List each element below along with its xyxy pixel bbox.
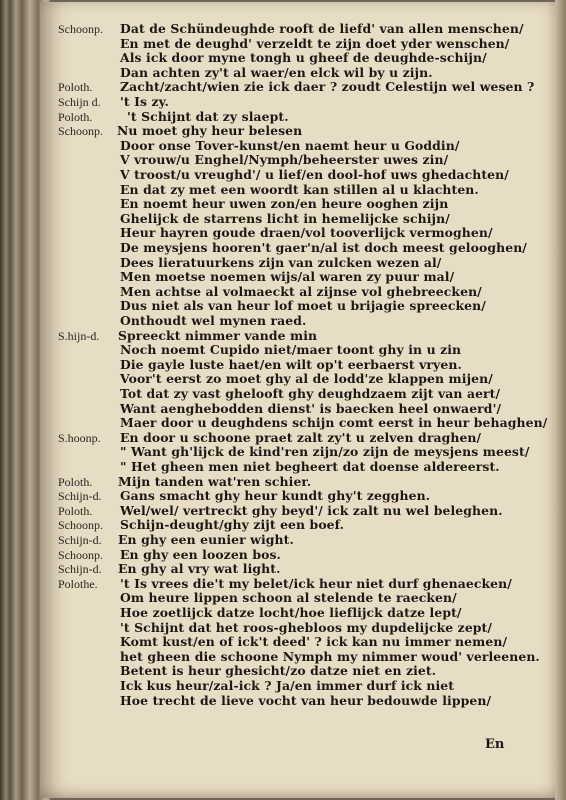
verse-line: Die gayle luste haet/en wilt op't eerbaerst vryen. xyxy=(120,356,462,372)
verse-line: " Want gh'lijck de kind'ren zijn/zo zijn de meysjens meest/ xyxy=(120,444,530,460)
verse-line: Mijn tanden wat'ren schier. xyxy=(118,473,312,489)
verse-line: 't Is vrees die't my belet/ick heur niet durf ghenaecken/ xyxy=(120,575,512,591)
speaker-label: Schijn-d. xyxy=(58,562,102,577)
verse-line: Gans smacht ghy heur kundt ghy't zegghen. xyxy=(120,488,431,504)
verse-line: Maer door u deughdens schijn comt eerst in heur behaghen/ xyxy=(120,415,548,431)
speaker-label: Schijn d. xyxy=(58,95,101,109)
verse-line: En ghy een loozen bos. xyxy=(120,546,281,562)
speaker-label: Schoonp. xyxy=(58,518,103,533)
speaker-label: Schijn-d. xyxy=(58,489,102,504)
speaker-label: Schoonp. xyxy=(58,124,103,139)
verse-line: Want aenghebodden dienst' is baecken heel onwaerd'/ xyxy=(120,400,502,416)
verse-line: 't Schijnt dat het roos-ghebloos my dupdelijcke zept/ xyxy=(120,619,493,635)
verse-line: En ghy al vry wat light. xyxy=(118,561,281,577)
verse-line: Betent is heur ghesicht/zo datze niet en ziet. xyxy=(120,663,437,679)
verse-line: Als ick door myne tongh u gheef de deughde-schijn/ xyxy=(120,50,487,66)
verse-line: En dat zy met een woordt kan stillen al u klachten. xyxy=(120,181,479,197)
verse-line: het gheen die schoone Nymph my nimmer woud' verleenen. xyxy=(120,648,540,664)
verse-line: Dus niet als van heur lof moet u brijagie spreecken/ xyxy=(120,298,486,314)
speaker-label: Schoonp. xyxy=(58,22,103,36)
verse-line: Hoe trecht de lieve vocht van heur bedouwde lippen/ xyxy=(120,692,492,708)
verse-line: Hoe zoetlijck datze locht/hoe lieflijck datze lept/ xyxy=(120,605,462,620)
verse-line: Dan achten zy't al waer/en elck wil by u zijn. xyxy=(120,64,433,80)
verse-line: Wel/wel/ vertreckt ghy beyd'/ ick zalt nu wel beleghen. xyxy=(120,502,503,518)
verse-line: En noemt heur uwen zon/en heure ooghen zijn xyxy=(120,196,449,212)
verse-line: V troost/u vreughd'/ u lief/en dool-hof uws ghedachten/ xyxy=(120,167,509,182)
speaker-label: Schijn-d. xyxy=(58,533,102,547)
verse-line: Heur hayren goude draen/vol tooverlijck vermoghen/ xyxy=(120,225,493,241)
verse-line: En ghy een eunier wight. xyxy=(118,532,294,547)
verse-line: 't Is zy. xyxy=(120,94,169,109)
verse-line: Tot dat zy vast ghelooft ghy deughdzaem zijt van aert/ xyxy=(120,386,501,401)
verse-line: En door u schoone praet zalt zy't u zelven draghen/ xyxy=(120,429,482,445)
verse-line: Voor't eerst zo moet ghy al de lodd'ze klappen mijen/ xyxy=(120,371,493,387)
verse-line: " Het gheen men niet begheert dat doense aldereerst. xyxy=(120,459,500,474)
verse-line: Ick kus heur/zal-ick ? Ja/en immer durf ick niet xyxy=(120,678,455,693)
speaker-label: Poloth. xyxy=(58,503,93,518)
verse-line: Ghelijck de starrens licht in hemelijcke schijn/ xyxy=(120,210,450,226)
verse-line: Spreeckt nimmer vande min xyxy=(118,327,318,343)
verse-line: Men moetse noemen wijs/al waren zy puur mal/ xyxy=(120,269,455,285)
verse-line: Dees lieratuurkens zijn van zulcken wezen al/ xyxy=(120,254,442,270)
speaker-label: Poloth. xyxy=(58,80,93,95)
speaker-label: Poloth. xyxy=(58,109,93,124)
verse-line: Men achtse al volmaeckt al zijnse vol ghebreecken/ xyxy=(120,283,482,299)
speaker-label: S.hijn-d. xyxy=(58,328,100,343)
speaker-label: Polothe. xyxy=(58,576,98,591)
verse-line: Onthoudt wel mynen raed. xyxy=(120,313,307,328)
verse-line: De meysjens hooren't gaer'n/al ist doch meest gelooghen/ xyxy=(120,240,527,255)
verse-line: Noch noemt Cupido niet/maer toont ghy in u zin xyxy=(120,342,462,358)
verse-line: 't Schijnt dat zy slaept. xyxy=(127,108,289,124)
verse-line: Zacht/zacht/wien zie ick daer ? zoudt Celestijn wel wesen ? xyxy=(120,79,535,95)
page-right-edge xyxy=(555,0,566,800)
verse-line: Schijn-deught/ghy zijt een boef. xyxy=(120,517,345,533)
speaker-label: Schoonp. xyxy=(58,547,103,562)
verse-line: V vrouw/u Enghel/Nymph/beheerster uwes zin/ xyxy=(120,152,449,168)
verse-line: Komt kust/en of ick't deed' ? ick kan nu immer nemen/ xyxy=(120,634,508,650)
verse-line: Dat de Schündeughde rooft de liefd' van allen menschen/ xyxy=(120,21,524,36)
verse-line: Nu moet ghy heur belesen xyxy=(117,123,303,139)
speaker-label: Poloth. xyxy=(58,474,93,489)
speaker-label: S.hoonp. xyxy=(58,430,101,445)
verse-line: En met de deughd' verzeldt te zijn doet yder wenschen/ xyxy=(120,35,510,51)
verse-line: Om heure lippen schoon al stelende te raecken/ xyxy=(120,590,457,606)
catchword: En xyxy=(485,737,505,752)
verse-line: Door onse Tover-kunst/en naemt heur u Goddin/ xyxy=(120,137,460,153)
